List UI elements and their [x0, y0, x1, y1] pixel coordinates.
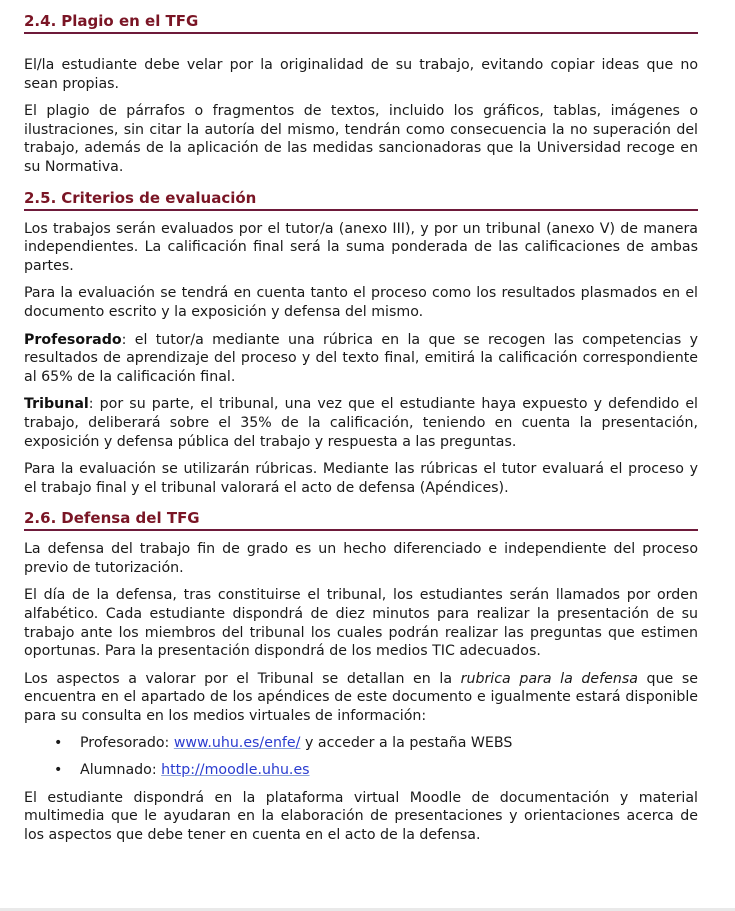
list-item-after: y acceder a la pestaña WEBS — [300, 734, 513, 751]
paragraph-aspectos — [24, 670, 698, 726]
aspects-italic: rubrica para la defensa — [460, 670, 638, 687]
section-title: Criterios de evaluación — [61, 188, 257, 207]
paragraph: El estudiante dispondrá en la plataforma virtual Moodle de documentación y material multimedia que le ayudaran en la elaboración de presentaciones y orientaciones acerca de los aspectos que debe tener en cuenta en el acto de la defensa. — [24, 789, 698, 843]
paragraph: Los trabajos serán evaluados por el tutor/a (anexo III), y por un tribunal (anexo V) de manera independientes. La calificación final será la suma ponderada de las calificaciones de ambas partes. — [24, 220, 698, 274]
tribunal-label: Tribunal — [24, 396, 89, 413]
paragraph: El día de la defensa, tras constituirse el tribunal, los estudiantes serán llamados por orden alfabético. Cada estudiante dispondrá de diez minutos para realizar la presentación de su trabajo ante los miembros del tribunal los cuales podrán realizar las preguntas que estimen oportunas. Para la presentación dispondrá de los medios TIC adecuados. — [24, 587, 698, 660]
aspects-before: Los aspectos a valorar por el Tribunal se detallan en la — [24, 670, 461, 687]
list-item-label: Alumnado: — [80, 762, 162, 779]
list-item-alumnado — [24, 761, 698, 780]
list-item-label: Profesorado: — [80, 734, 174, 751]
paragraph: El plagio de párrafos o fragmentos de textos, incluido los gráficos, tablas, imágenes o ilustraciones, sin citar la autoría del mismo, tendrán como consecuencia la no superación del trabajo, además de la aplicación de las medidas sancionadoras que la Universidad recoge en su Normativa. — [24, 103, 698, 175]
section-title: Plagio en el TFG — [61, 12, 199, 30]
section-title: Defensa del TFG — [61, 509, 200, 528]
bullet-icon: • — [54, 734, 63, 751]
profesorado-label: Profesorado — [24, 331, 122, 348]
profesorado-text: : el tutor/a mediante una rúbrica en la que se recogen las competencias y resultados de aprendizaje del proceso y del texto final, emitirá la calificación correspondiente al 65% de la calificación final. — [24, 331, 698, 385]
paragraph: Para la evaluación se utilizarán rúbricas. Mediante las rúbricas el tutor evaluará el proceso y el trabajo final y el tribunal valorará el acto de defensa (Apéndices). — [24, 461, 698, 496]
paragraph: Para la evaluación se tendrá en cuenta tanto el proceso como los resultados plasmados en el documento escrito y la exposición y defensa del mismo. — [24, 285, 698, 320]
bullet-icon: • — [54, 762, 63, 779]
paragraph: El/la estudiante debe velar por la originalidad de su trabajo, evitando copiar ideas que no sean propias. — [24, 57, 698, 92]
document-page — [24, 0, 698, 845]
section-number: 2.4. — [24, 12, 57, 30]
tribunal-text: : por su parte, el tribunal, una vez que el estudiante haya expuesto y defendido el trabajo, deliberará sobre el 35% de la calificación, teniendo en cuenta la presentación, exposición y defensa pública del trabajo y respuesta a las preguntas. — [24, 396, 698, 450]
list-item-profesorado — [24, 734, 698, 753]
link-moodle[interactable]: http://moodle.uhu.es — [161, 762, 310, 779]
paragraph-tribunal — [24, 395, 698, 451]
section-heading-plagio — [24, 12, 698, 34]
section-heading-defensa — [24, 509, 698, 531]
section-number: 2.6. — [24, 509, 57, 528]
section-heading-criterios — [24, 189, 698, 211]
aspects-after: que se encuentra en el apartado de los apéndices de este documento e igualmente estará disponible para su consulta en los medios virtuales de información: — [24, 670, 699, 725]
paragraph-profesorado — [24, 331, 698, 387]
paragraph: La defensa del trabajo fin de grado es un hecho diferenciado e independiente del proceso previo de tutorización. — [24, 541, 698, 576]
link-uhu-enfe[interactable]: www.uhu.es/enfe/ — [173, 734, 301, 751]
section-number: 2.5. — [24, 188, 57, 207]
resource-list — [24, 734, 698, 780]
